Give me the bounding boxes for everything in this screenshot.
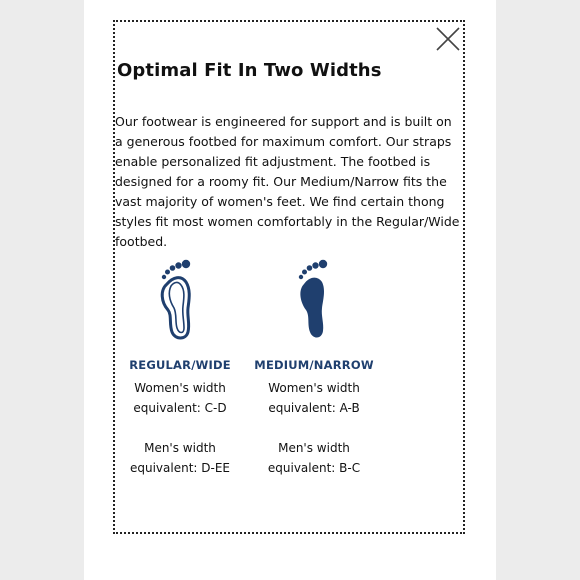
men-width-title: Men's width <box>144 441 216 455</box>
women-width-title: Women's width <box>268 381 360 395</box>
foot-filled-icon <box>289 258 339 344</box>
width-label-medium-narrow: MEDIUM/NARROW <box>254 358 374 372</box>
fit-guide-modal <box>113 20 465 534</box>
close-icon <box>435 26 461 52</box>
modal-title: Optimal Fit In Two Widths <box>117 60 382 81</box>
men-width-value: equivalent: B-C <box>267 461 361 475</box>
foot-outline-icon <box>155 258 205 344</box>
close-button[interactable] <box>435 26 461 52</box>
men-width-title: Men's width <box>278 441 350 455</box>
women-width-value: equivalent: C-D <box>133 401 227 415</box>
men-width-value: equivalent: D-EE <box>129 461 230 475</box>
women-width-title: Women's width <box>134 381 226 395</box>
women-width-value: equivalent: A-B <box>268 401 360 415</box>
modal-description: Our footwear is engineered for support and is built on a generous footbed for maximum comfort. Our straps enable personalized fit adjustment. The footbed is designed for a roomy fit. Our Medium/Narrow fits the vast majority of women's feet. We find certain thong styles fit most women comfortably in the Regular/Wide footbed. <box>115 114 460 249</box>
width-label-regular-wide: REGULAR/WIDE <box>129 358 231 372</box>
width-option-regular-wide <box>115 258 245 478</box>
width-option-medium-narrow <box>249 258 379 478</box>
